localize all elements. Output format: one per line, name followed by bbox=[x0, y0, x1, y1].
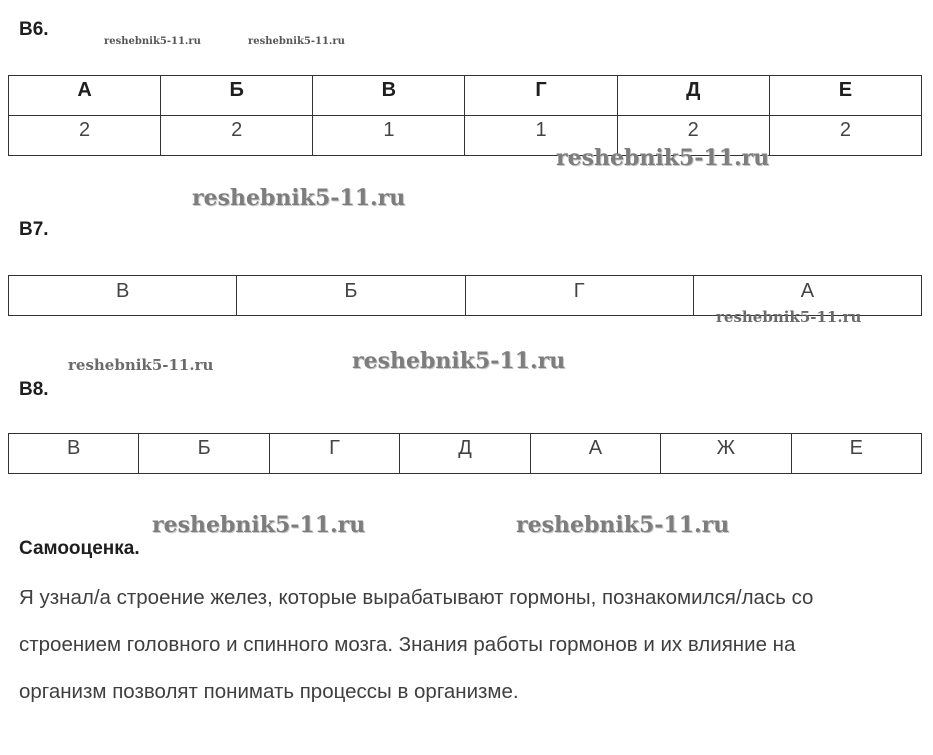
table-cell: Д bbox=[400, 434, 530, 474]
table-cell: В bbox=[9, 276, 237, 316]
text-line: строением головного и спинного мозга. Знания работы гормонов и их влияние на bbox=[19, 633, 796, 656]
table-cell: 1 bbox=[313, 116, 465, 156]
table-cell: 2 bbox=[161, 116, 313, 156]
table-cell: В bbox=[9, 434, 139, 474]
watermark: reshebnik5-11.ru bbox=[352, 348, 566, 374]
table-header-cell: Д bbox=[617, 76, 769, 116]
self-assessment-text bbox=[19, 574, 919, 715]
section-b8-heading: B8. bbox=[19, 379, 49, 400]
table-cell: Е bbox=[791, 434, 921, 474]
answer-table-b8 bbox=[8, 433, 922, 474]
watermark: reshebnik5-11.ru bbox=[516, 512, 730, 538]
table-header-cell: В bbox=[313, 76, 465, 116]
table-cell: А bbox=[693, 276, 921, 316]
table-cell: 2 bbox=[9, 116, 161, 156]
table-cell: Ж bbox=[661, 434, 791, 474]
text-line: организм позволят понимать процессы в организме. bbox=[19, 680, 519, 703]
watermark: reshebnik5-11.ru bbox=[556, 145, 770, 171]
table-header-row bbox=[9, 76, 922, 116]
table-row bbox=[9, 116, 922, 156]
table-header-cell: Е bbox=[769, 76, 921, 116]
table-row bbox=[9, 434, 922, 474]
table-cell: А bbox=[530, 434, 660, 474]
table-cell: Б bbox=[237, 276, 465, 316]
answer-table-b6 bbox=[8, 75, 922, 156]
table-header-cell: А bbox=[9, 76, 161, 116]
table-cell: Г bbox=[465, 276, 693, 316]
table-cell: Б bbox=[139, 434, 269, 474]
self-assessment-heading: Самооценка. bbox=[19, 538, 140, 559]
table-cell: 2 bbox=[769, 116, 921, 156]
table-header-cell: Г bbox=[465, 76, 617, 116]
watermark: reshebnik5-11.ru bbox=[104, 36, 201, 47]
table-cell: Г bbox=[269, 434, 399, 474]
watermark: reshebnik5-11.ru bbox=[716, 308, 862, 326]
table-header-cell: Б bbox=[161, 76, 313, 116]
table-cell: 2 bbox=[617, 116, 769, 156]
section-b6-heading: B6. bbox=[19, 19, 49, 40]
watermark: reshebnik5-11.ru bbox=[68, 356, 214, 374]
text-line: Я узнал/а строение желез, которые вырабатывают гормоны, познакомился/лась со bbox=[19, 586, 814, 609]
watermark: reshebnik5-11.ru bbox=[192, 185, 406, 211]
table-cell: 1 bbox=[465, 116, 617, 156]
section-b7-heading: B7. bbox=[19, 219, 49, 240]
watermark: reshebnik5-11.ru bbox=[248, 36, 345, 47]
watermark: reshebnik5-11.ru bbox=[152, 512, 366, 538]
